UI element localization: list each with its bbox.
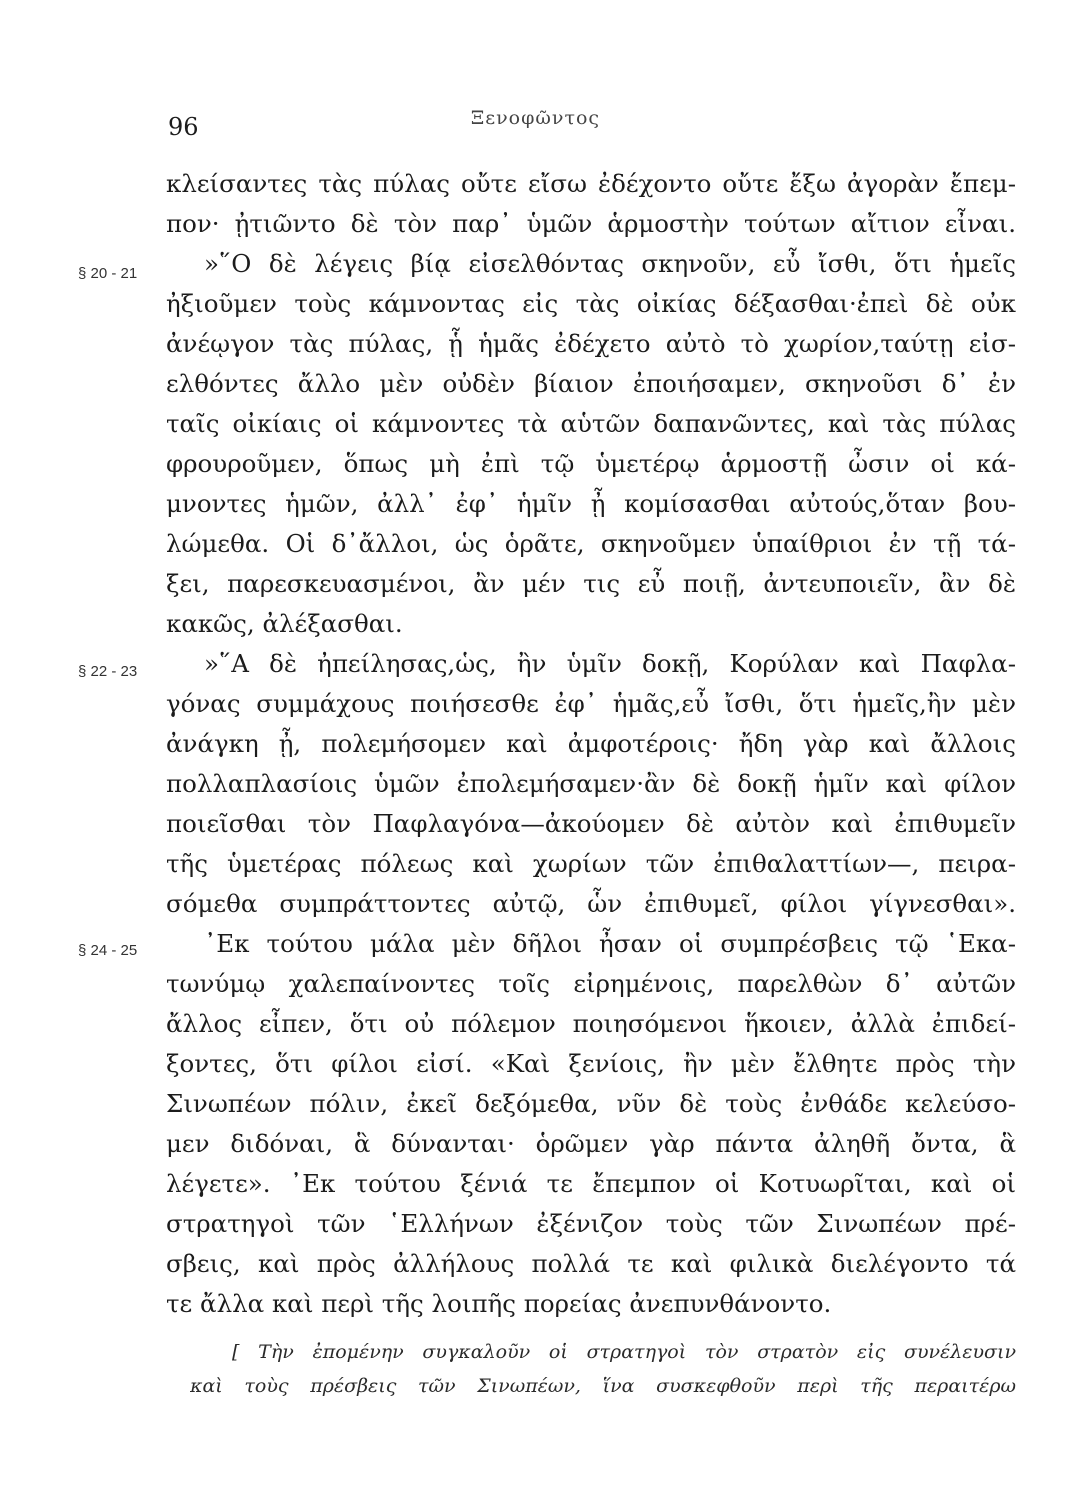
text-line: τωνύμῳ χαλεπαίνοντες τοῖς εἰρημένοις, παρελθὼν δ᾽ αὐτῶν	[166, 969, 1016, 998]
margin-reference: § 20 - 21	[78, 265, 138, 282]
text-line: στρατηγοὶ τῶν ῾Ελλήνων ἐξένιζον τοὺς τῶν Σινωπέων πρέ-	[166, 1209, 1016, 1238]
page-number: 96	[168, 113, 199, 141]
text-line: ξοντες, ὅτι φίλοι εἰσί. «Καὶ ξενίοις, ἢν μὲν ἔλθητε πρὸς τὴν	[166, 1049, 1016, 1078]
summary-note-line: [ Τὴν ἐπομένην συγκαλοῦν οἱ στρατηγοὶ τὸν στρατὸν εἰς συνέλευσιν	[232, 1341, 1016, 1363]
text-line: ελθόντες ἄλλο μὲν οὐδὲν βίαιον ἐποιήσαμεν, σκηνοῦσι δ᾽ ἐν	[166, 369, 1016, 398]
text-line: ἀνάγκη ᾖ, πολεμήσομεν καὶ ἀμφοτέροις· ἤδη γὰρ καὶ ἄλλοις	[166, 729, 1016, 758]
margin-reference: § 22 - 23	[78, 663, 138, 680]
text-line: πον· ᾐτιῶντο δὲ τὸν παρ᾽ ὑμῶν ἁρμοστὴν τούτων αἴτιον εἶναι.	[166, 209, 1016, 238]
text-line: ἠξιοῦμεν τοὺς κάμνοντας εἰς τὰς οἰκίας δέξασθαι·ἐπεὶ δὲ οὐκ	[166, 289, 1016, 318]
summary-note-line: καὶ τοὺς πρέσβεις τῶν Σινωπέων, ἵνα συσκεφθοῦν περὶ τῆς περαιτέρω	[190, 1375, 1016, 1397]
text-line: »῞Α δὲ ἠπείλησας,ὡς, ἢν ὑμῖν δοκῇ, Κορύλαν καὶ Παφλα-	[204, 649, 1016, 678]
text-line: λώμεθα. Οἱ δ᾽ἄλλοι, ὡς ὁρᾶτε, σκηνοῦμεν ὑπαίθριοι ἐν τῇ τά-	[166, 529, 1016, 558]
running-head: Ξενοφῶντος	[470, 107, 601, 129]
text-line: σόμεθα συμπράττοντες αὐτῷ, ὧν ἐπιθυμεῖ, φίλοι γίγνεσθαι».	[166, 889, 1016, 918]
text-line: κακῶς, ἀλέξασθαι.	[166, 609, 403, 638]
text-line: ξει, παρεσκευασμένοι, ἂν μέν τις εὖ ποιῇ, ἀντευποιεῖν, ἂν δὲ	[166, 569, 1016, 598]
text-line: ταῖς οἰκίαις οἱ κάμνοντες τὰ αὑτῶν δαπανῶντες, καὶ τὰς πύλας	[166, 409, 1016, 438]
text-line: τε ἄλλα καὶ περὶ τῆς λοιπῆς πορείας ἀνεπυνθάνοντο.	[166, 1289, 832, 1318]
text-line: κλείσαντες τὰς πύλας οὔτε εἴσω ἐδέχοντο οὔτε ἔξω ἀγορὰν ἔπεμ-	[166, 169, 1016, 198]
text-line: πολλαπλασίοις ὑμῶν ἐπολεμήσαμεν·ἂν δὲ δοκῇ ἡμῖν καὶ φίλον	[166, 769, 1016, 798]
text-line: σβεις, καὶ πρὸς ἀλλήλους πολλά τε καὶ φιλικὰ διελέγοντο τά	[166, 1249, 1016, 1278]
text-line: »῞Ο δὲ λέγεις βίᾳ εἰσελθόντας σκηνοῦν, εὖ ἴσθι, ὅτι ἡμεῖς	[204, 249, 1016, 278]
text-line: μεν διδόναι, ἃ δύνανται· ὁρῶμεν γὰρ πάντα ἀληθῆ ὄντα, ἃ	[166, 1129, 1016, 1158]
text-line: ποιεῖσθαι τὸν Παφλαγόνα—ἀκούομεν δὲ αὐτὸν καὶ ἐπιθυμεῖν	[166, 809, 1016, 838]
text-line: ᾽Εκ τούτου μάλα μὲν δῆλοι ἦσαν οἱ συμπρέσβεις τῷ ῾Εκα-	[204, 929, 1016, 958]
text-line: φρουροῦμεν, ὅπως μὴ ἐπὶ τῷ ὑμετέρῳ ἁρμοστῇ ὦσιν οἱ κά-	[166, 449, 1016, 478]
text-line: ἄλλος εἶπεν, ὅτι οὐ πόλεμον ποιησόμενοι ἥκοιεν, ἀλλὰ ἐπιδεί-	[166, 1009, 1016, 1038]
text-line: ἀνέῳγον τὰς πύλας, ᾗ ἡμᾶς ἐδέχετο αὐτὸ τὸ χωρίον,ταύτῃ εἰσ-	[166, 329, 1016, 358]
text-line: γόνας συμμάχους ποιήσεσθε ἐφ᾽ ἡμᾶς,εὖ ἴσθι, ὅτι ἡμεῖς,ἢν μὲν	[166, 689, 1016, 718]
text-line: Σινωπέων πόλιν, ἐκεῖ δεξόμεθα, νῦν δὲ τοὺς ἐνθάδε κελεύσο-	[166, 1089, 1016, 1118]
text-line: τῆς ὑμετέρας πόλεως καὶ χωρίων τῶν ἐπιθαλαττίων—, πειρα-	[166, 849, 1016, 878]
text-line: μνοντες ἡμῶν, ἀλλ᾽ ἐφ᾽ ἡμῖν ᾖ κομίσασθαι αὐτούς,ὅταν βου-	[166, 489, 1016, 518]
text-line: λέγετε». ᾽Εκ τούτου ξένιά τε ἔπεμπον οἱ Κοτυωρῖται, καὶ οἱ	[166, 1169, 1016, 1198]
margin-reference: § 24 - 25	[78, 942, 138, 959]
